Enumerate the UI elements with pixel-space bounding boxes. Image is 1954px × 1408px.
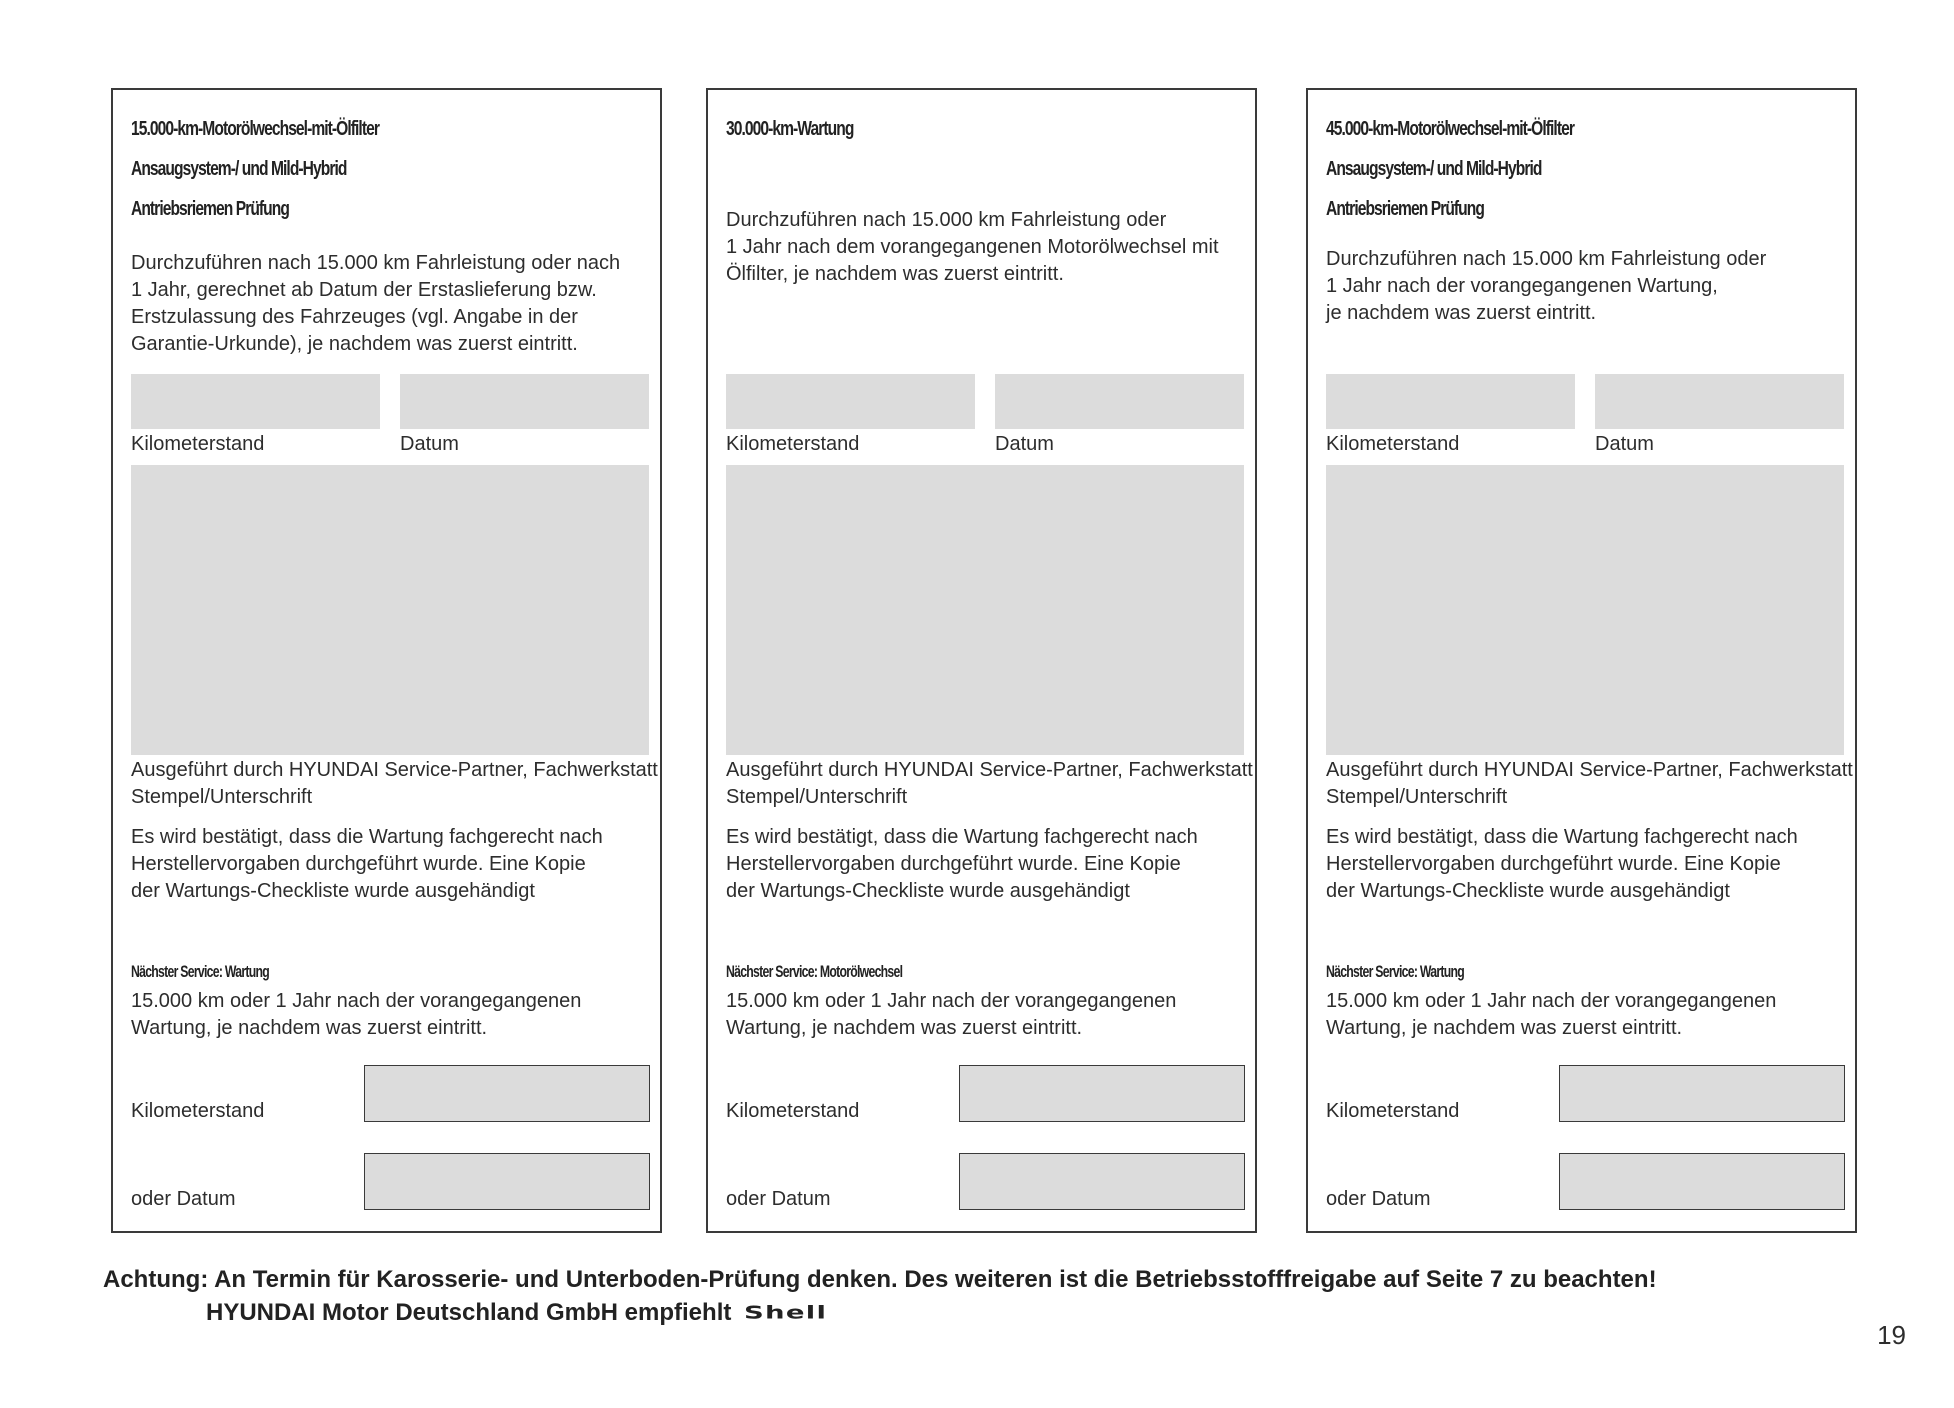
service-card-15000 xyxy=(111,88,662,1233)
service-card-45000 xyxy=(1306,88,1857,1233)
card-heading-1: 15.000-km-Motorölwechsel-mit-Ölfilter xyxy=(131,118,379,140)
date-field[interactable] xyxy=(400,374,649,429)
card-description: Durchzuführen nach 15.000 km Fahrleistung oder nach 1 Jahr, gerechnet ab Datum der Erstaslieferung bzw. Erstzulassung des Fahrzeuges (vgl. Angabe in der Garantie-Urkunde), je nachdem was zuerst eintritt. xyxy=(131,252,621,355)
km-label: Kilometerstand xyxy=(131,433,265,455)
card-heading-1: 45.000-km-Motorölwechsel-mit-Ölfilter xyxy=(1326,118,1574,140)
date-field[interactable] xyxy=(995,374,1244,429)
next-date-field[interactable] xyxy=(364,1153,650,1210)
date-label: Datum xyxy=(400,433,459,455)
shell-logo: Shell xyxy=(744,1303,828,1324)
next-km-label: Kilometerstand xyxy=(1326,1100,1460,1122)
next-service-heading: Nächster Service: Motorölwechsel xyxy=(726,962,903,981)
next-service-text: 15.000 km oder 1 Jahr nach der vorangegangenen Wartung, je nachdem was zuerst eintritt. xyxy=(726,990,1177,1039)
next-date-label: oder Datum xyxy=(1326,1188,1431,1210)
next-service-heading: Nächster Service: Wartung xyxy=(1326,962,1465,981)
next-date-field[interactable] xyxy=(959,1153,1245,1210)
card-heading-2: Ansaugsystem-/ und Mild-Hybrid xyxy=(131,158,347,180)
service-card-30000 xyxy=(706,88,1257,1233)
km-label: Kilometerstand xyxy=(1326,433,1460,455)
stamp-signature-area[interactable] xyxy=(131,465,649,755)
footer-warning: Achtung: An Termin für Karosserie- und Unterboden-Prüfung denken. Des weiteren ist die Betriebsstofffreigabe auf Seite 7 zu beachten! xyxy=(103,1266,1657,1293)
date-label: Datum xyxy=(995,433,1054,455)
next-km-field[interactable] xyxy=(1559,1065,1845,1122)
card-heading-1: 30.000-km-Wartung xyxy=(726,118,854,140)
performed-by-text: Ausgeführt durch HYUNDAI Service-Partner, Fachwerkstatt Stempel/Unterschrift xyxy=(131,759,658,808)
date-label: Datum xyxy=(1595,433,1654,455)
next-km-label: Kilometerstand xyxy=(131,1100,265,1122)
next-service-text: 15.000 km oder 1 Jahr nach der vorangegangenen Wartung, je nachdem was zuerst eintritt. xyxy=(131,990,582,1039)
km-field[interactable] xyxy=(1326,374,1575,429)
next-km-label: Kilometerstand xyxy=(726,1100,860,1122)
stamp-signature-area[interactable] xyxy=(1326,465,1844,755)
card-description: Durchzuführen nach 15.000 km Fahrleistung oder 1 Jahr nach der vorangegangenen Wartung, je nachdem was zuerst eintritt. xyxy=(1326,248,1767,324)
performed-by-text: Ausgeführt durch HYUNDAI Service-Partner, Fachwerkstatt Stempel/Unterschrift xyxy=(1326,759,1853,808)
confirmation-text: Es wird bestätigt, dass die Wartung fachgerecht nach Herstellervorgaben durchgeführt wurde. Eine Kopie der Wartungs-Checkliste wurde ausgehändigt xyxy=(726,826,1198,902)
next-date-label: oder Datum xyxy=(131,1188,236,1210)
recommendation-text: HYUNDAI Motor Deutschland GmbH empfiehlt xyxy=(206,1299,732,1326)
km-field[interactable] xyxy=(726,374,975,429)
card-description: Durchzuführen nach 15.000 km Fahrleistung oder 1 Jahr nach dem vorangegangenen Motorölwechsel mit Ölfilter, je nachdem was zuerst eintritt. xyxy=(726,209,1219,285)
footer-recommendation xyxy=(206,1299,828,1327)
card-heading-2: Ansaugsystem-/ und Mild-Hybrid xyxy=(1326,158,1542,180)
next-date-field[interactable] xyxy=(1559,1153,1845,1210)
card-heading-3: Antriebsriemen Prüfung xyxy=(131,198,289,220)
confirmation-text: Es wird bestätigt, dass die Wartung fachgerecht nach Herstellervorgaben durchgeführt wurde. Eine Kopie der Wartungs-Checkliste wurde ausgehändigt xyxy=(131,826,603,902)
stamp-signature-area[interactable] xyxy=(726,465,1244,755)
card-heading-3: Antriebsriemen Prüfung xyxy=(1326,198,1484,220)
km-field[interactable] xyxy=(131,374,380,429)
performed-by-text: Ausgeführt durch HYUNDAI Service-Partner, Fachwerkstatt Stempel/Unterschrift xyxy=(726,759,1253,808)
next-date-label: oder Datum xyxy=(726,1188,831,1210)
date-field[interactable] xyxy=(1595,374,1844,429)
next-km-field[interactable] xyxy=(959,1065,1245,1122)
next-service-heading: Nächster Service: Wartung xyxy=(131,962,270,981)
next-service-text: 15.000 km oder 1 Jahr nach der vorangegangenen Wartung, je nachdem was zuerst eintritt. xyxy=(1326,990,1777,1039)
km-label: Kilometerstand xyxy=(726,433,860,455)
confirmation-text: Es wird bestätigt, dass die Wartung fachgerecht nach Herstellervorgaben durchgeführt wurde. Eine Kopie der Wartungs-Checkliste wurde ausgehändigt xyxy=(1326,826,1798,902)
next-km-field[interactable] xyxy=(364,1065,650,1122)
page-number: 19 xyxy=(1877,1320,1906,1350)
